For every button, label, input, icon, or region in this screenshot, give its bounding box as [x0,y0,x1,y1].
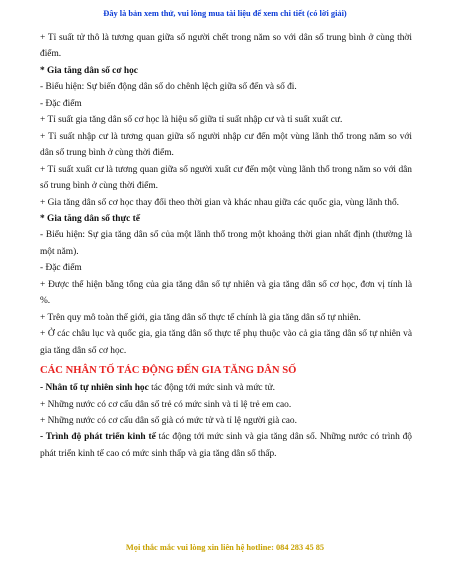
subheading-mechanical-growth: * Gia tăng dân số cơ học [40,65,138,76]
bold-lead: - Nhân tố tự nhiên sinh học [40,383,149,394]
section-title: CÁC NHÂN TỐ TÁC ĐỘNG ĐẾN GIA TĂNG DÂN SỐ [40,365,297,377]
preview-notice: Đây là bản xem thử, vui lòng mua tài liệu để xem chi tiết (có lời giải) [103,9,347,18]
paragraph: + Những nước có cơ cấu dân số già có mức tử và tỉ lệ người già cao. [40,415,297,426]
paragraph: + Trên quy mô toàn thế giới, gia tăng dân số thực tế chính là gia tăng dân số tự nhiên. [40,312,361,323]
subheading-actual-growth: * Gia tăng dân số thực tế [40,213,140,224]
paragraph: + Tỉ suất gia tăng dân số cơ học là hiệu số giữa tỉ suất nhập cư và tỉ suất xuất cư. [40,115,343,126]
paragraph: - Đặc điểm [40,263,82,274]
paragraph: + Ở các châu lục và quốc gia, gia tăng dân số thực tế phụ thuộc vào cả gia tăng dân số tự nhiên và gia tăng dân số cơ học. [40,329,412,356]
paragraph: + Tỉ suất nhập cư là tương quan giữa số người nhập cư đến một vùng lãnh thổ trong năm so với dân số trung bình ở cùng thời điểm. [40,131,412,159]
paragraph [40,380,412,396]
bold-lead: - Trình độ phát triển kinh tế [40,432,156,443]
paragraph: - Biểu hiện: Sự gia tăng dân số của một lãnh thổ trong một khoảng thời gian nhất định (thường là một năm). [40,230,412,257]
paragraph: + Tỉ suất tử thô là tương quan giữa số người chết trong năm so với dân số trung bình ở cùng thời điểm. [40,33,412,60]
paragraph: + Những nước có cơ cấu dân số trẻ có mức sinh và tỉ lệ trẻ em cao. [40,399,292,410]
paragraph: - Đặc điểm [40,98,82,109]
paragraph: + Được thể hiện bằng tổng của gia tăng dân số tự nhiên và gia tăng dân số cơ học, đơn vị tính là %. [40,279,412,307]
document-body [40,30,412,462]
paragraph [40,429,412,462]
paragraph-text: tác động tới mức sinh và mức tử. [148,383,275,394]
paragraph: + Gia tăng dân số cơ học thay đổi theo thời gian và khác nhau giữa các quốc gia, vùng lãnh thổ. [40,197,399,208]
paragraph: + Tỉ suất xuất cư là tương quan giữa số người xuất cư đến một vùng lãnh thổ trong năm so với dân số trung bình ở cùng thời điểm. [40,164,412,192]
hotline-notice: Mọi thắc mắc vui lòng xin liên hệ hotline: 084 283 45 85 [125,543,325,552]
paragraph-text: tác động tới mức sinh và gia tăng dân số. Những nước có trình độ phát triển kinh tế cao có mức sinh thấp và gia tăng dân số thấp. [40,432,412,459]
paragraph: - Biểu hiện: Sự biến động dân số do chênh lệch giữa số đến và số đi. [40,82,297,93]
